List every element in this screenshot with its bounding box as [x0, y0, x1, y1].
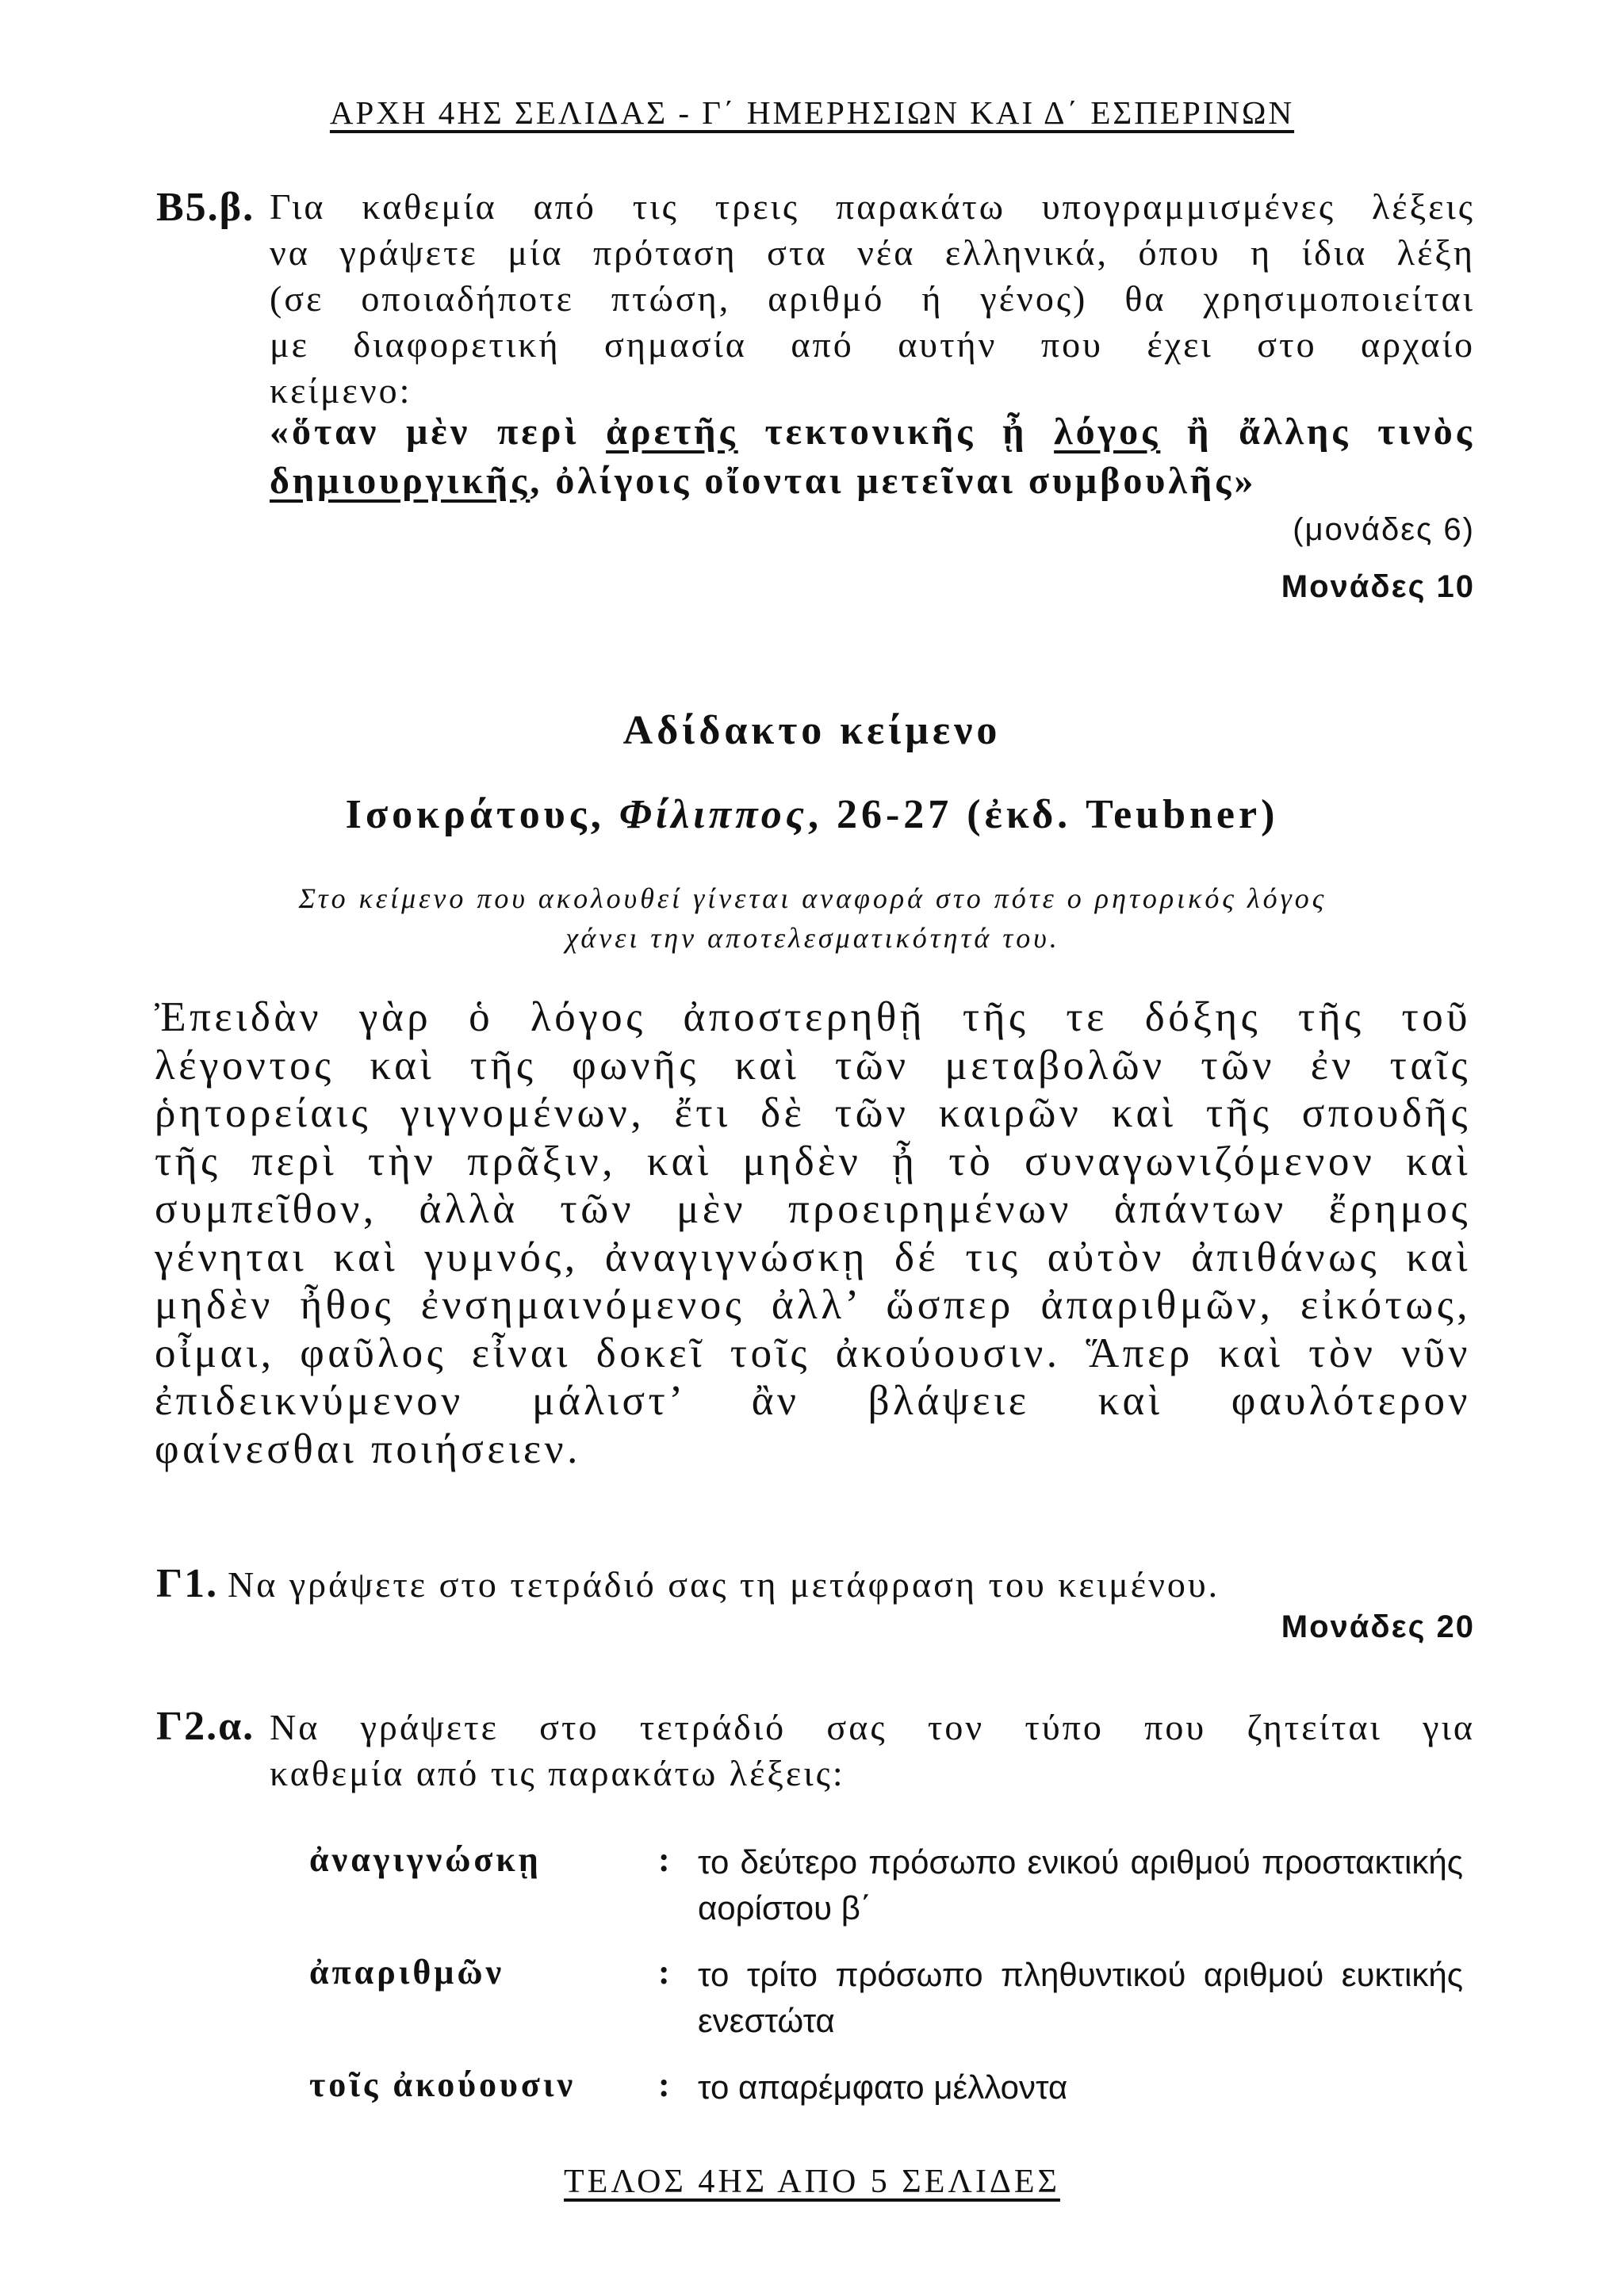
text-line: Να γράψετε στο τετράδιό σας τον τύπο που ζητείται για — [270, 1707, 1475, 1747]
passage-line: τῆς περὶ τὴν πρᾶξιν, καὶ μηδὲν ᾖ τὸ συναγωνιζόμενον καὶ — [155, 1138, 1471, 1184]
quote-text: τεκτονικῆς ᾖ — [737, 411, 1055, 453]
form-item — [309, 2064, 1463, 2110]
passage-line: ῥητορείαις γιγνομένων, ἔτι δὲ τῶν καιρῶν καὶ τῆς σπουδῆς — [155, 1090, 1471, 1136]
form-item — [309, 1839, 1463, 1931]
question-b5b-text-cont — [270, 230, 1475, 414]
underlined-word-logos: λόγος — [1054, 411, 1161, 453]
text-line: να γράψετε μία πρόταση στα νέα ελληνικά, όπου η ίδια λέξη — [270, 232, 1475, 273]
quote-text: , ὀλίγοις οἴονται μετεῖναι συμβουλῆς» — [530, 460, 1257, 502]
colon-separator: : — [658, 1953, 670, 1992]
underlined-word-aretes: ἀρετῆς — [606, 411, 738, 453]
text-line: Για καθεμία από τις τρεις παρακάτω υπογραμμισμένες λέξεις — [270, 186, 1475, 227]
form-description: το απαρέμφατο μέλλοντα — [698, 2068, 1068, 2106]
page-header: ΑΡΧΗ 4ΗΣ ΣΕΛΙΔΑΣ - Γ΄ ΗΜΕΡΗΣΙΩΝ ΚΑΙ Δ΄ ΕΣΠΕΡΙΝΩΝ — [329, 94, 1295, 131]
text-line: με διαφορετική σημασία από αυτήν που έχει στο αρχαίο — [270, 324, 1475, 365]
question-label-b5b: Β5.β. — [156, 185, 255, 230]
question-b5b-text — [270, 184, 1475, 230]
form-word: ἀπαριθμῶν — [309, 1953, 505, 1992]
author-name: Ισοκράτους, — [345, 792, 619, 837]
quote-text: ἢ ἄλλης τινὸς — [1160, 411, 1475, 453]
marks-g1: Μονάδες 20 — [1281, 1609, 1475, 1644]
quote-text: «ὅταν μὲν περὶ — [270, 411, 607, 453]
colon-separator: : — [658, 2065, 670, 2104]
form-description: το τρίτο πρόσωπο πληθυντικού αριθμού ευκτικής ενεστώτα — [698, 1956, 1463, 2039]
intro-line: χάνει την αποτελεσματικότητά του. — [565, 922, 1060, 954]
intro-line: Στο κείμενο που ακολουθεί γίνεται αναφορά στο πότε ο ρητορικός λόγος — [298, 882, 1327, 914]
form-description: το δεύτερο πρόσωπο ενικού αριθμού προστακτικής αορίστου β΄ — [698, 1843, 1463, 1927]
ancient-greek-passage — [155, 993, 1471, 1473]
section-title: Αδίδακτο κείμενο — [622, 708, 1002, 753]
passage-line: συμπεῖθον, ἀλλὰ τῶν μὲν προειρημένων ἁπάντων ἔρημος — [155, 1186, 1471, 1232]
question-g1-text: Να γράψετε στο τετράδιό σας τη μετάφραση του κειμένου. — [228, 1564, 1220, 1605]
source-title — [0, 791, 1624, 838]
passage-line: ἐπιδεικνύμενον μάλιστ’ ἂν βλάψειε καὶ φαυλότερον — [155, 1378, 1471, 1424]
form-item — [309, 1952, 1463, 2044]
page-footer: ΤΕΛΟΣ 4ΗΣ ΑΠΟ 5 ΣΕΛΙΔΕΣ — [564, 2164, 1060, 2200]
passage-line: λέγοντος καὶ τῆς φωνῆς καὶ τῶν μεταβολῶν τῶν ἐν ταῖς — [155, 1042, 1471, 1089]
underlined-word-demiourgikes: δημιουργικῆς — [270, 460, 530, 502]
passage-line: φαίνεσθαι ποιήσειεν. — [155, 1425, 581, 1472]
intro-note — [182, 878, 1443, 958]
text-line: (σε οποιαδήποτε πτώση, αριθμό ή γένος) θα χρησιμοποιείται — [270, 278, 1475, 319]
form-word: ἀναγιγνώσκῃ — [309, 1840, 542, 1879]
question-label-g2a: Γ2.α. — [156, 1704, 255, 1749]
text-line: κείμενο: — [270, 370, 412, 411]
quoted-passage — [270, 408, 1475, 506]
edition-ref: , 26-27 (ἐκδ. Teubner) — [807, 792, 1279, 837]
passage-line: Ἐπειδὰν γὰρ ὁ λόγος ἀποστερηθῇ τῆς τε δόξης τῆς τοῦ — [155, 994, 1471, 1040]
work-title: Φίλιππος — [619, 792, 808, 837]
question-g2a-text — [270, 1705, 1475, 1797]
text-line: καθεμία από τις παρακάτω λέξεις: — [270, 1753, 845, 1793]
colon-separator: : — [658, 1840, 670, 1879]
passage-line: μηδὲν ἦθος ἐνσημαινόμενος ἀλλ’ ὥσπερ ἀπαριθμῶν, εἰκότως, — [155, 1282, 1471, 1328]
passage-line: οἶμαι, φαῦλος εἶναι δοκεῖ τοῖς ἀκούουσιν. Ἅπερ καὶ τὸν νῦν — [155, 1330, 1471, 1376]
question-label-g1: Γ1. — [156, 1561, 219, 1606]
form-word: τοῖς ἀκούουσιν — [309, 2065, 576, 2104]
sub-marks: (μονάδες 6) — [1293, 512, 1475, 547]
marks-b5b: Μονάδες 10 — [1281, 569, 1475, 604]
passage-line: γένηται καὶ γυμνός, ἀναγιγνώσκῃ δέ τις αὐτὸν ἀπιθάνως καὶ — [155, 1234, 1471, 1280]
